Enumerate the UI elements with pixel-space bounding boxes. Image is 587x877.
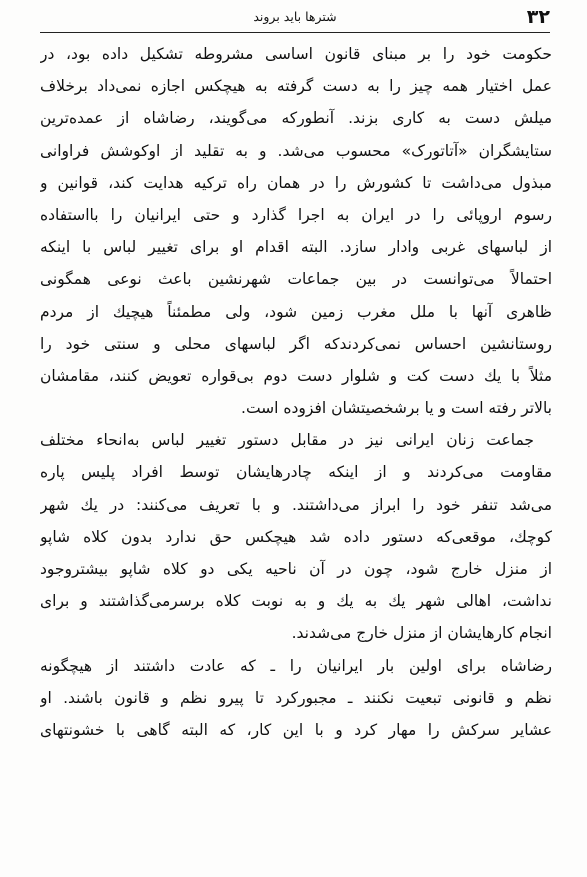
- text-line: رضاشاه برای اولین بار ایرانیان را ـ که عادت داشتند از هیچگونه: [40, 656, 552, 675]
- text-line: ستایشگران «آتاتورک» محسوب می‌شد. و به تقلید از اوکوشش فراوانی: [40, 141, 552, 160]
- text-line: حکومت خود را بر مبنای قانون اساسی مشروطه تشکیل داده بود، در: [40, 45, 552, 63]
- text-line: از منزل خارج شود، چون در آن ناحیه یکی دو کلاه شاپو بیشتروجود: [40, 560, 552, 578]
- text-line: احتمالاً می‌توانست در بین جماعات شهرنشین باعث نوعی همگونی: [40, 270, 552, 289]
- paragraph-2: [40, 424, 552, 649]
- text-line: نظم و قانونی تبعیت نکنند ـ مجبورکرد تا پیرو نظم و قانون باشند. او: [40, 688, 552, 707]
- text-line: از لباسهای غربی وادار سازد. البته اقدام او برای تغییر لباس با اینکه: [40, 238, 552, 257]
- text-line: میلش دست به کاری بزند. آنطورکه می‌گویند، رضاشاه از عمده‌ترین: [40, 109, 552, 128]
- text-line: بالاتر رفته است و یا برشخصیتشان افزوده است.: [241, 399, 552, 418]
- text-line: کوچك، موقعی‌که دستور داده شد هیچکس حق ندارد بدون کلاه شاپو: [40, 527, 552, 546]
- page-header: [40, 6, 550, 30]
- text-line: می‌شد تنفر خود را ابراز می‌داشتند. و با تعریف می‌کنند: در یك شهر: [40, 495, 552, 514]
- text-line: مثلاً با یك دست کت و شلوار دست دوم بی‌قواره تعویض کنند، مقامشان: [40, 366, 552, 385]
- paragraph-3: [40, 650, 552, 747]
- text-line: مبذول می‌داشت تا کشورش را در همان راه ترکیه هدایت کند، قوانین و: [40, 173, 552, 192]
- paragraph-1: [40, 38, 552, 424]
- running-title: شترها باید بروند: [253, 9, 337, 24]
- body-text: [40, 38, 552, 746]
- text-line: جماعت زنان ایرانی نیز در مقابل دستور تغییر لباس به‌انحاء مختلف: [40, 431, 534, 450]
- text-line: مقاومت می‌کردند و از اینکه چادرهایشان توسط افراد پلیس پاره: [40, 463, 552, 482]
- page-number: ۳۲: [526, 6, 550, 28]
- header-divider: [40, 32, 550, 33]
- text-line: نداشت، اهالی شهر یك به یك و به نوبت کلاه برسرمی‌گذاشتند و برای: [40, 592, 552, 611]
- text-line: عشایر سرکش را مهار کرد و با این کار، که البته گاهی با خشونتهای: [40, 720, 552, 739]
- text-line: عمل اختیار همه چیز را به دست گرفته به هیچکس اجازه نمی‌داد برخلاف: [40, 77, 552, 96]
- text-line: روستانشین احساس نمی‌کردندکه اگر لباسهای محلی و سنتی خود را: [40, 334, 552, 353]
- text-line: رسوم اروپائی را در ایران به اجرا گذارد و حتی ایرانیان را بااستفاده: [40, 205, 552, 224]
- text-line: انجام کارهایشان از منزل خارج می‌شدند.: [291, 624, 552, 643]
- text-line: ظاهری آنها با ملل مغرب زمین شود، ولی مطمئناً هیچیك از مردم: [40, 302, 552, 321]
